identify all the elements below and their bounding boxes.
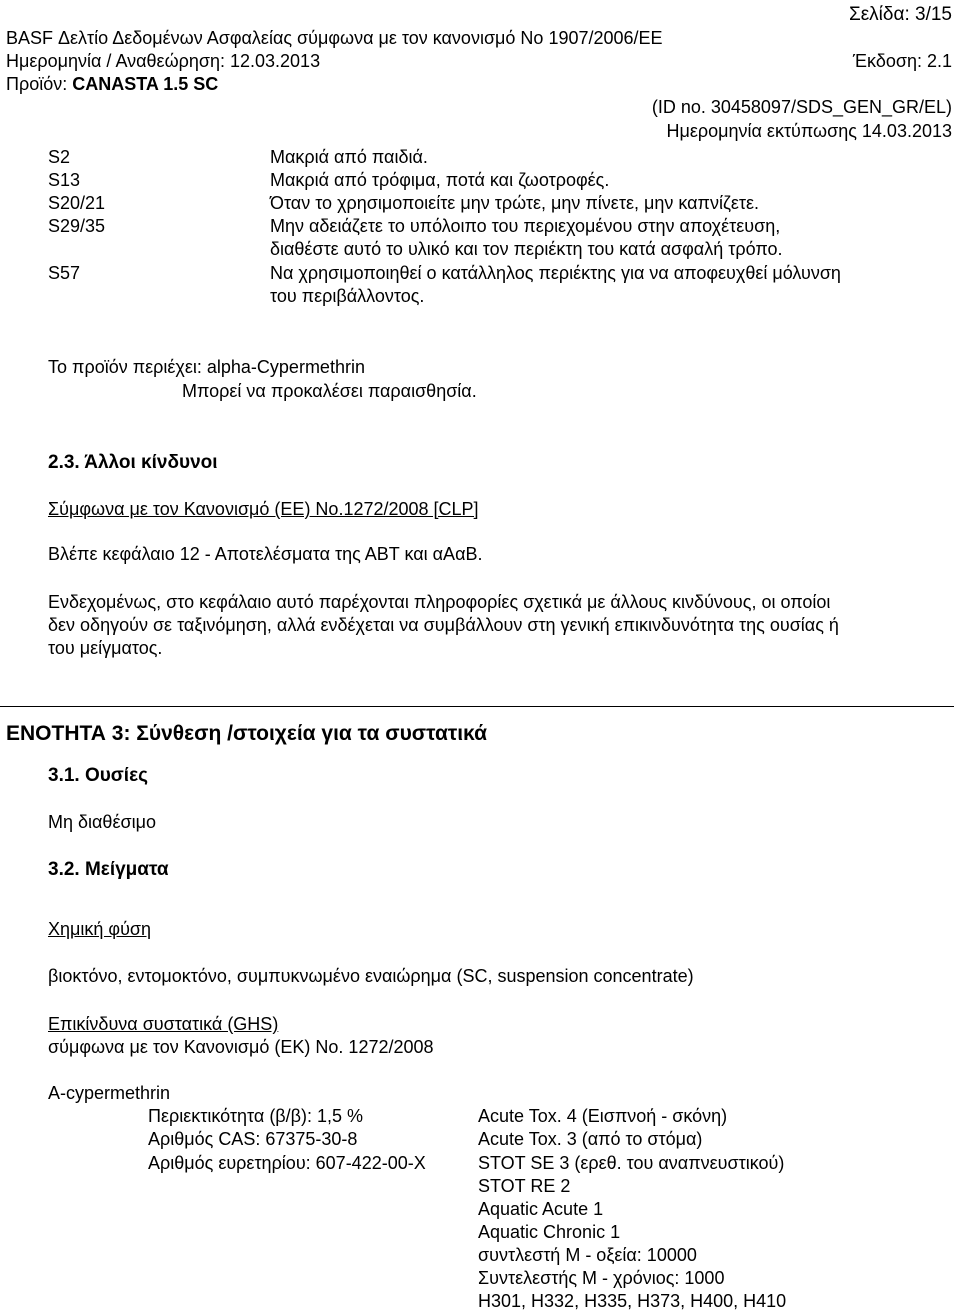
contains-line: Το προϊόν περιέχει: alpha-Cypermethrin	[48, 357, 365, 377]
s-phrase-text: Όταν το χρησιμοποιείτε μην τρώτε, μην πίνετε, μην καπνίζετε.	[270, 193, 760, 213]
component-classification: Acute Tox. 4 (Εισπνοή - σκόνη)	[478, 1106, 728, 1126]
s-phrase-text: Μακριά από τρόφιμα, ποτά και ζωοτροφές.	[270, 170, 610, 190]
s-phrase-text: Μην αδειάζετε το υπόλοιπο του περιεχομένου στην αποχέτευση,	[270, 216, 781, 236]
s-phrase-code: S13	[48, 170, 81, 190]
clp-regulation: Σύμφωνα με τον Κανονισμό (EE) No.1272/2008 [CLP]	[48, 499, 479, 519]
chemical-nature-label: Χημική φύση	[48, 919, 152, 939]
revision-date: Ημερομηνία / Αναθεώρηση: 12.03.2013	[6, 51, 321, 71]
component-concentration: Περιεκτικότητα (β/β): 1,5 %	[148, 1106, 364, 1126]
component-classification: STOT RE 2	[478, 1176, 571, 1196]
section-3-title: ΕΝΟΤΗΤΑ 3: Σύνθεση /στοιχεία για τα συστατικά	[6, 722, 487, 745]
s-phrase-text: του περιβάλλοντος.	[270, 286, 425, 306]
product-line	[6, 73, 218, 96]
s-phrase-code: S20/21	[48, 193, 106, 213]
component-classification: Aquatic Acute 1	[478, 1199, 604, 1219]
s-phrase-code: S57	[48, 263, 81, 283]
see-chapter-12: Βλέπε κεφάλαιο 12 - Αποτελέσματα της ΑΒΤ και αΑαΒ.	[48, 544, 483, 564]
substances-not-available: Μη διαθέσιμο	[48, 812, 156, 832]
component-classification: Συντελεστής M - χρόνιος: 1000	[478, 1268, 725, 1288]
component-classification: Aquatic Chronic 1	[478, 1222, 621, 1242]
subsection-3-2-title: 3.2. Μείγματα	[48, 859, 169, 880]
id-number: (ID no. 30458097/SDS_GEN_GR/EL)	[651, 97, 952, 117]
hazardous-ingredients-regulation: σύμφωνα με τον Κανονισμό (EK) No. 1272/2008	[48, 1037, 434, 1057]
product-label: Προϊόν:	[6, 74, 73, 94]
s-phrase-code: S2	[48, 147, 71, 167]
component-classification: STOT SE 3 (ερεθ. του αναπνευστικού)	[478, 1153, 785, 1173]
hazardous-ingredients-label: Επικίνδυνα συστατικά (GHS)	[48, 1014, 279, 1034]
print-date: Ημερομηνία εκτύπωσης 14.03.2013	[666, 121, 952, 141]
component-classification: Acute Tox. 3 (από το στόμα)	[478, 1129, 703, 1149]
subsection-3-1-title: 3.1. Ουσίες	[48, 765, 148, 786]
paresthesia-warning: Μπορεί να προκαλέσει παραισθησία.	[182, 381, 477, 401]
s-phrase-text: Μακριά από παιδιά.	[270, 147, 428, 167]
section-2-3-title: 2.3. Άλλοι κίνδυνοι	[48, 452, 218, 473]
product-name: CANASTA 1.5 SC	[72, 74, 219, 94]
s-phrase-code: S29/35	[48, 216, 106, 236]
s-phrase-text: διαθέστε αυτό το υλικό και τον περιέκτη του κατά ασφαλή τρόπο.	[270, 239, 783, 259]
component-classification: συντλεστή M - οξεία: 10000	[478, 1245, 697, 1265]
other-hazards-paragraph-line: Ενδεχομένως, στο κεφάλαιο αυτό παρέχονται πληροφορίες σχετικά με άλλους κινδύνους, οι οποίοι	[48, 592, 831, 612]
section-divider	[0, 706, 954, 707]
chemical-nature-value: βιοκτόνο, εντομοκτόνο, συμπυκνωμένο εναιώρημα (SC, suspension concentrate)	[48, 966, 694, 986]
document-title: BASF Δελτίο Δεδομένων Ασφαλείας σύμφωνα με τον κανονισμό No 1907/2006/EE	[6, 28, 663, 48]
other-hazards-paragraph-line: του μείγματος.	[48, 638, 163, 658]
component-index-number: Αριθμός ευρετηρίου: 607-422-00-X	[148, 1153, 426, 1173]
page-number: Σελίδα: 3/15	[848, 4, 952, 25]
component-cas-number: Αριθμός CAS: 67375-30-8	[148, 1129, 358, 1149]
s-phrase-text: Να χρησιμοποιηθεί ο κατάλληλος περιέκτης για να αποφευχθεί μόλυνση	[270, 263, 841, 283]
component-name: A-cypermethrin	[48, 1083, 171, 1103]
other-hazards-paragraph-line: δεν οδηγούν σε ταξινόμηση, αλλά ενδέχεται να συμβάλλουν στη γενική επικινδυνότητα της ουσίας ή	[48, 615, 839, 635]
version: Έκδοση: 2.1	[852, 51, 952, 71]
component-hazard-statements: H301, H332, H335, H373, H400, H410	[478, 1291, 787, 1311]
